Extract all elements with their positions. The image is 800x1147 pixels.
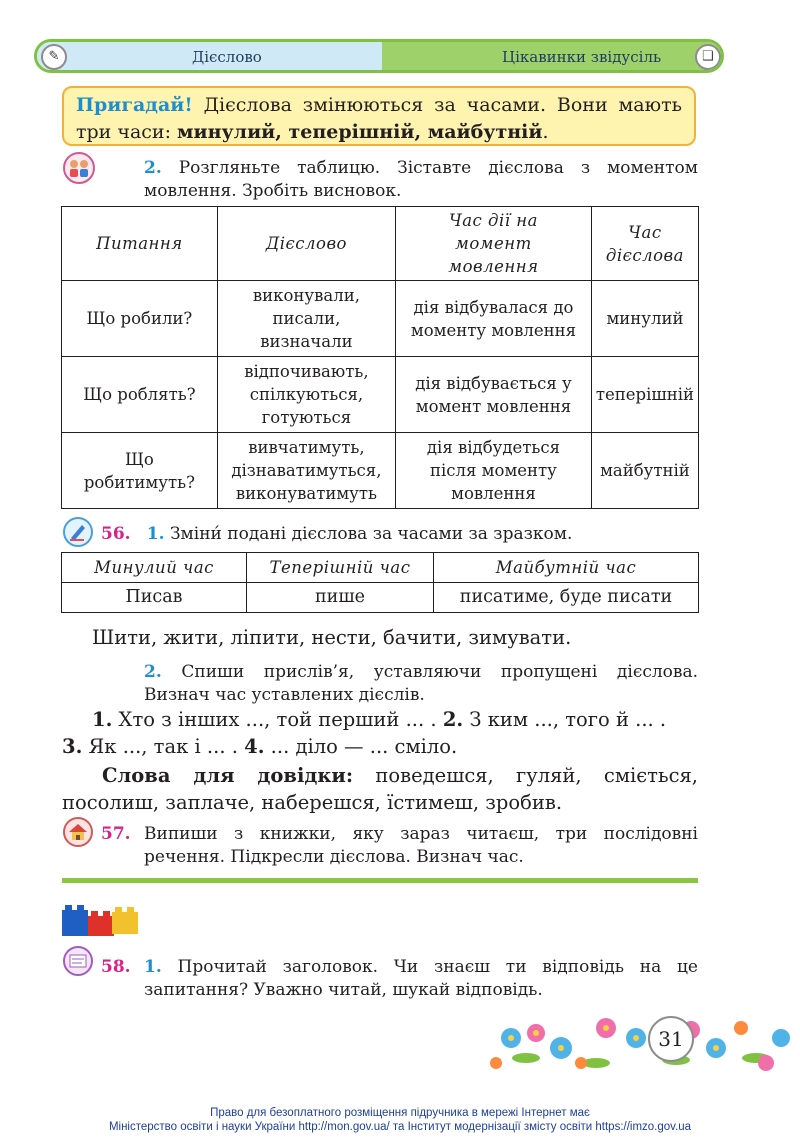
table-header-cell: Минулий час — [62, 553, 247, 583]
table-cell: Писав — [62, 583, 247, 613]
table-cell: пише — [247, 583, 434, 613]
table-cell: теперішній — [591, 357, 698, 433]
table-cell: дія відбудеться після моменту мовлення — [396, 433, 592, 509]
proverb-number: 4. — [244, 735, 265, 758]
table-header-row — [62, 207, 699, 281]
table-cell: виконували, писали, визначали — [217, 281, 395, 357]
verbs-tense-table — [61, 206, 699, 509]
reminder-text: Дієслова змінюються за часами. Вони мають три часи: — [76, 94, 682, 143]
task-2 — [144, 157, 698, 203]
reminder-prefix: Пригадай! — [76, 94, 193, 116]
verbs-line: Шити, жити, ліпити, нести, бачити, зимувати. — [92, 626, 572, 649]
section-divider — [62, 878, 698, 883]
writing-icon — [62, 516, 94, 548]
table-cell: відпочивають, спілкуються, готуються — [217, 357, 395, 433]
table-cell: вивчатимуть, дізнаватимуться, виконуватимуть — [217, 433, 395, 509]
header-left-title: Дієслово — [192, 48, 262, 66]
proverb-text: ... діло — ... сміло. — [264, 735, 458, 758]
table-header-cell: Теперішній час — [247, 553, 434, 583]
help-words-label: Слова для довідки: — [102, 764, 354, 787]
table-cell: дія відбувається у момент мовлення — [396, 357, 592, 433]
exercise-57-text: Випиши з книжки, яку зараз читаєш, три послідовні речення. Підкресли дієслова. Визнач час. — [144, 824, 698, 867]
reminder-end: . — [542, 121, 549, 143]
task-56-2-text: Спиши прислів’я, уставляючи пропущені дієслова. Визнач час уставлених дієслів. — [144, 662, 699, 705]
table-header-cell: Майбутній час — [434, 553, 699, 583]
reminder-box — [62, 86, 696, 146]
task-2-text: Розгляньте таблицю. Зіставте дієслова з моментом мовлення. Зробіть висновок. — [144, 158, 698, 201]
reading-icon — [62, 945, 94, 977]
footer-line-2: Міністерство освіти і науки України http://mon.gov.ua/ та Інститут модернізації змісту освіти https://imzo.gov.ua — [108, 1121, 692, 1133]
table-header-cell: Час дієслова — [591, 207, 698, 281]
proverb-number: 1. — [92, 708, 113, 731]
header-bar — [34, 39, 724, 73]
book-icon: ❑ — [695, 44, 721, 70]
exercise-58 — [101, 956, 698, 1002]
exercise-56 — [101, 523, 572, 546]
exercise-57-number: 57. — [101, 824, 131, 844]
exercise-58-body — [144, 956, 698, 1002]
task-56-2-number: 2. — [144, 662, 162, 682]
proverb-text: Як ..., так і ... . — [82, 735, 245, 758]
table-header-cell: Час дії на момент мовлення — [396, 207, 592, 281]
help-words-text: поведешся, гуляй, сміється, посолиш, заплаче, наберешся, їстимеш, зробив. — [62, 764, 698, 814]
table-row — [62, 433, 699, 509]
table-row — [62, 583, 699, 613]
reminder-bold: минулий, теперішній, майбутній — [177, 121, 543, 143]
exercise-57 — [101, 823, 698, 869]
footer-line-1: Право для безоплатного розміщення підручника в мережі Інтернет має — [210, 1107, 590, 1119]
exercise-58-text: Прочитай заголовок. Чи знаєш ти відповідь на це запитання? Уважно читай, шукай відповідь. — [144, 957, 698, 1000]
exercise-58-number: 58. — [101, 957, 131, 977]
task-2-number: 2. — [144, 158, 162, 178]
table-cell: майбутній — [591, 433, 698, 509]
table-cell: Що робили? — [62, 281, 218, 357]
proverb-number: 2. — [442, 708, 464, 731]
exercise-56-text: Зміни́ подані дієслова за часами за зразком. — [169, 524, 573, 544]
footer — [0, 1106, 800, 1134]
page-number: 31 — [648, 1016, 694, 1062]
table-cell: минулий — [591, 281, 698, 357]
lego-bricks-icon — [60, 900, 140, 940]
proverb-line-1 — [92, 706, 698, 733]
header-right-title: Цікавинки звідусіль — [502, 48, 662, 66]
pen-icon: ✎ — [41, 44, 67, 70]
home-icon — [62, 816, 94, 848]
proverb-text: Хто з інших ..., той перший ... . — [112, 708, 443, 731]
task-56-2 — [144, 661, 698, 707]
exercise-58-task-number: 1. — [144, 957, 162, 977]
proverb-line-2 — [62, 733, 698, 760]
table-cell: Що роблять? — [62, 357, 218, 433]
table-cell: писатиме, буде писати — [434, 583, 699, 613]
exercise-56-task-number: 1. — [146, 524, 165, 544]
table-cell: Що робитимуть? — [62, 433, 218, 509]
pair-work-icon — [62, 151, 96, 185]
exercise-56-number: 56. — [101, 524, 131, 544]
table-cell: дія відбувалася до моменту мовлення — [396, 281, 592, 357]
table-header-cell: Дієслово — [217, 207, 395, 281]
proverb-number: 3. — [62, 735, 83, 758]
table-header-row — [62, 553, 699, 583]
table-row — [62, 281, 699, 357]
sample-table — [61, 552, 699, 613]
table-header-cell: Питання — [62, 207, 218, 281]
help-words — [62, 762, 698, 816]
table-row — [62, 357, 699, 433]
flower-decoration — [486, 1008, 800, 1078]
proverb-text: З ким ..., того й ... . — [463, 708, 667, 731]
